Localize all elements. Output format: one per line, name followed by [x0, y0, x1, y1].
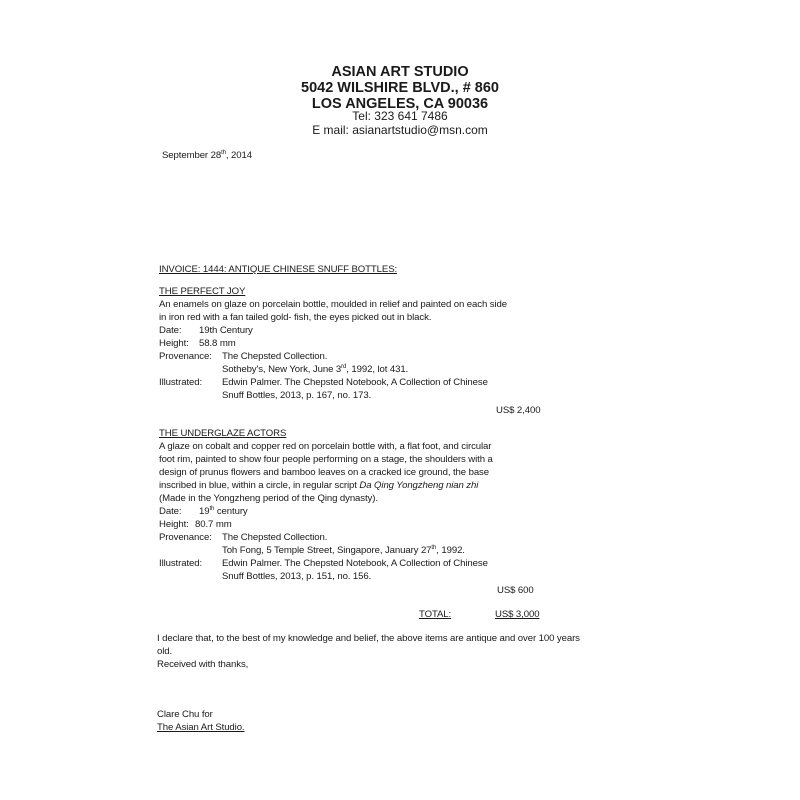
- signature-name: Clare Chu for: [157, 709, 213, 720]
- letterhead-city: LOS ANGELES, CA 90036: [311, 96, 489, 112]
- item1-date-label: Date:: [159, 325, 182, 336]
- item1-illustrated-line: Edwin Palmer. The Chepsted Notebook, A Collection of Chinese: [222, 377, 488, 388]
- item1-title: THE PERFECT JOY: [159, 286, 246, 297]
- item1-date-value: 19th Century: [199, 325, 253, 336]
- total-value: US$ 3,000: [495, 609, 540, 620]
- item1-provenance-line: Sotheby's, New York, June 3rd, 1992, lot 431.: [222, 363, 409, 375]
- invoice-title: INVOICE: 1444: ANTIQUE CHINESE SNUFF BOTTLES:: [159, 264, 398, 275]
- item2-illustrated-label: Illustrated:: [159, 558, 203, 569]
- item1-desc-line: in iron red with a fan tailed gold- fish, the eyes picked out in black.: [159, 312, 432, 323]
- item1-height-value: 58.8 mm: [199, 338, 236, 349]
- letterhead-address: 5042 WILSHIRE BLVD., # 860: [301, 80, 499, 96]
- item1-provenance-label: Provenance:: [159, 351, 212, 362]
- signature-studio: The Asian Art Studio.: [157, 722, 245, 733]
- item2-desc-line: A glaze on cobalt and copper red on porcelain bottle with, a flat foot, and circular: [159, 441, 492, 452]
- item2-date-value: 19th century: [199, 505, 248, 517]
- item2-provenance-line: Toh Fong, 5 Temple Street, Singapore, January 27th, 1992.: [222, 544, 465, 556]
- item1-illustrated-label: Illustrated:: [159, 377, 203, 388]
- declaration-line: I declare that, to the best of my knowledge and belief, the above items are antique and over 100 years: [157, 633, 580, 644]
- item1-desc-line: An enamels on glaze on porcelain bottle, moulded in relief and painted on each side: [159, 299, 507, 310]
- item2-height-value: 80.7 mm: [195, 519, 232, 530]
- item2-height-label: Height:: [159, 519, 189, 530]
- total-label: TOTAL:: [419, 609, 452, 620]
- item1-height-label: Height:: [159, 338, 189, 349]
- item2-illustrated-line: Snuff Bottles, 2013, p. 151, no. 156.: [222, 571, 372, 582]
- declaration-line: old.: [157, 646, 173, 657]
- item2-title: THE UNDERGLAZE ACTORS: [159, 428, 287, 439]
- item2-desc-line: design of prunus flowers and bamboo leaves on a cracked ice ground, the base: [159, 467, 489, 478]
- letterhead-tel: Tel: 323 641 7486: [352, 109, 448, 123]
- letterhead-name: ASIAN ART STUDIO: [331, 64, 469, 80]
- item2-price: US$ 600: [497, 585, 534, 596]
- item2-desc-line: foot rim, painted to show four people performing on a stage, the shoulders with a: [159, 454, 493, 465]
- letterhead-email: E mail: asianartstudio@msn.com: [312, 123, 488, 137]
- item1-provenance-line: The Chepsted Collection.: [222, 351, 328, 362]
- item2-provenance-label: Provenance:: [159, 532, 212, 543]
- item2-desc-line: (Made in the Yongzheng period of the Qing dynasty).: [159, 493, 378, 504]
- received-text: Received with thanks,: [157, 659, 249, 670]
- item2-provenance-line: The Chepsted Collection.: [222, 532, 328, 543]
- item2-date-label: Date:: [159, 506, 182, 517]
- item2-illustrated-line: Edwin Palmer. The Chepsted Notebook, A Collection of Chinese: [222, 558, 488, 569]
- item2-desc-line: inscribed in blue, within a circle, in regular script Da Qing Yongzheng nian zhi: [159, 480, 479, 491]
- item1-illustrated-line: Snuff Bottles, 2013, p. 167, no. 173.: [222, 390, 372, 401]
- invoice-date: September 28th, 2014: [162, 149, 252, 161]
- item1-price: US$ 2,400: [496, 405, 541, 416]
